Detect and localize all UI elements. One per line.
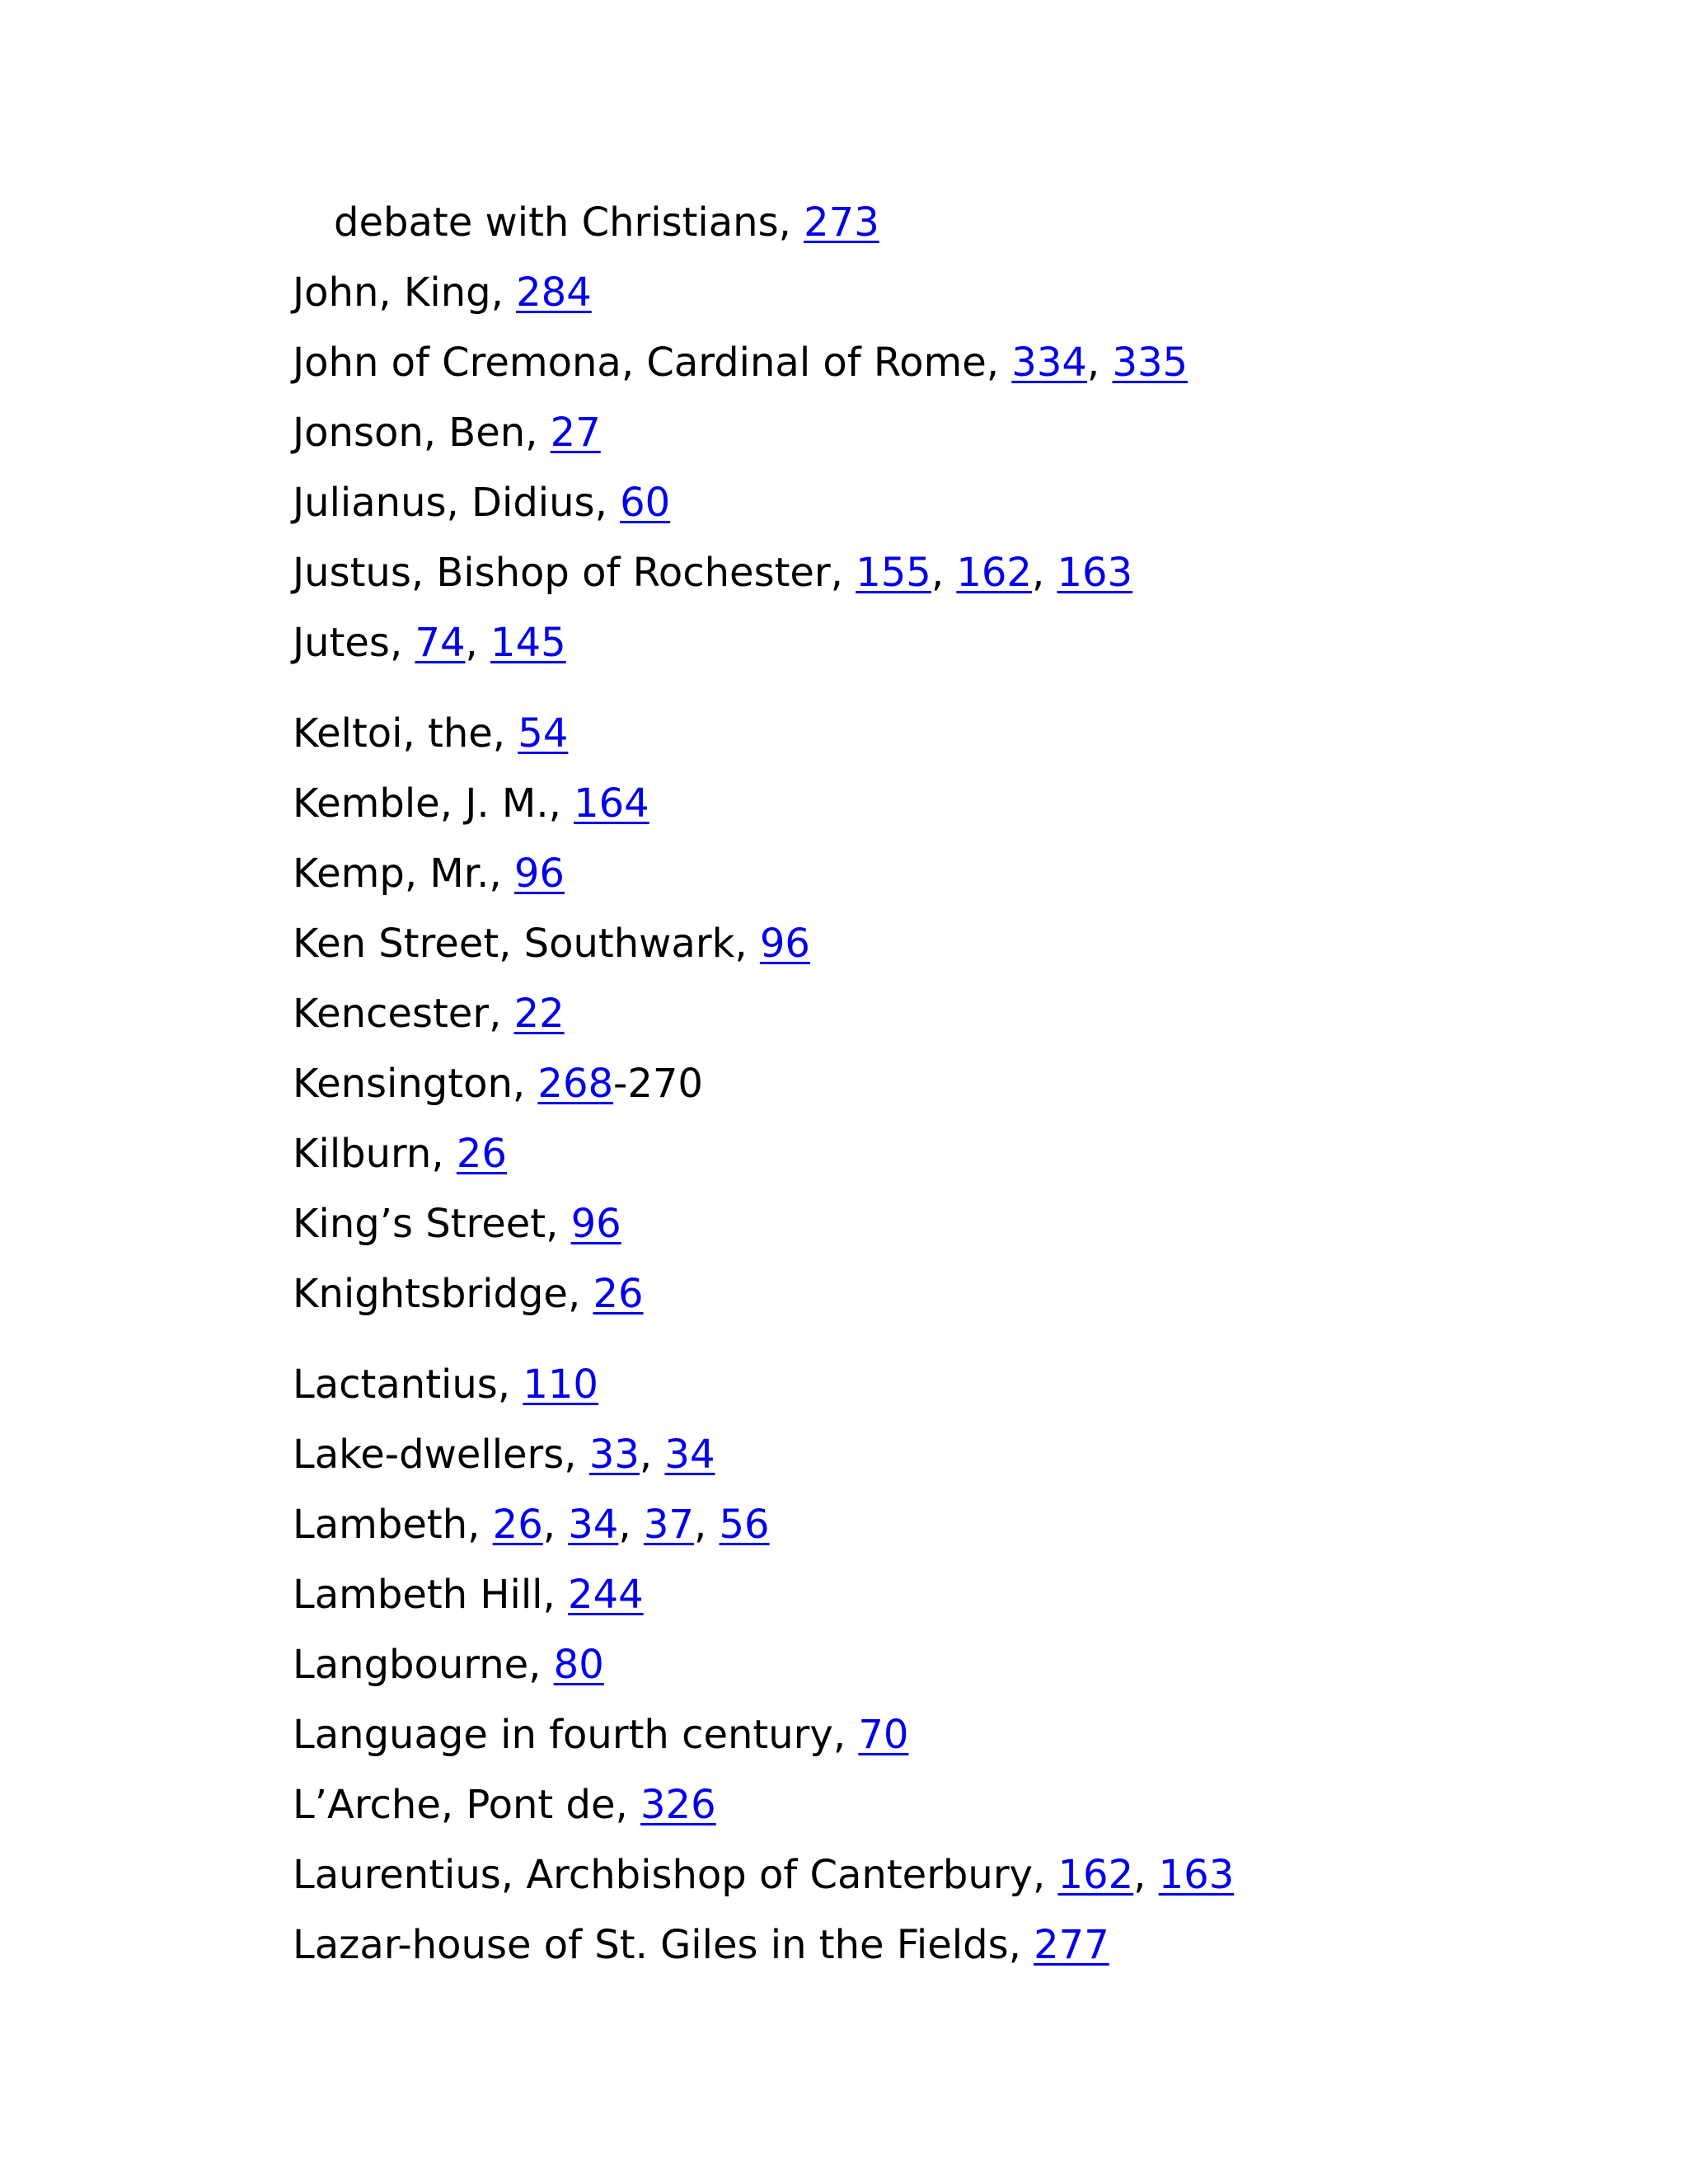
page-link[interactable]: 74 [415, 620, 466, 666]
page-link[interactable]: 162 [956, 550, 1032, 596]
index-entry: Lambeth, 26, 34, 37, 56 [293, 1502, 770, 1548]
page-link[interactable]: 22 [513, 991, 565, 1037]
index-term: Lazar-house of St. Giles in the Fields [293, 1922, 1009, 1968]
index-entry: L’Arche, Pont de, 326 [293, 1782, 716, 1828]
page-link[interactable]: 34 [568, 1502, 619, 1548]
index-entry: Keltoi, the, 54 [293, 710, 569, 757]
index-term: John of Cremona, Cardinal of Rome [293, 340, 987, 386]
index-term: Lambeth [293, 1502, 468, 1548]
index-entry: Kemp, Mr., 96 [293, 851, 565, 897]
index-term: Jutes [293, 620, 390, 666]
index-term: Knightsbridge [293, 1271, 568, 1317]
index-entry: Justus, Bishop of Rochester, 155, 162, 163 [293, 550, 1133, 596]
page-link[interactable]: 54 [518, 710, 569, 757]
page-link[interactable]: 155 [856, 550, 931, 596]
page-link[interactable]: 163 [1158, 1852, 1235, 1898]
page-link[interactable]: 277 [1034, 1922, 1109, 1968]
page-link[interactable]: 162 [1057, 1852, 1134, 1898]
page-link[interactable]: 163 [1057, 550, 1133, 596]
page-link[interactable]: 96 [570, 1201, 621, 1247]
index-entry: Laurentius, Archbishop of Canterbury, 162, 163 [293, 1852, 1235, 1898]
index-entry: Lambeth Hill, 244 [293, 1572, 644, 1618]
index-term: Ken Street, Southwark [293, 921, 735, 967]
index-term: Language in fourth century [293, 1712, 833, 1758]
index-entry: Jutes, 74, 145 [293, 620, 566, 666]
page-link[interactable]: 80 [553, 1642, 604, 1688]
index-term: Julianus, Didius [293, 480, 595, 526]
page-link[interactable]: 96 [513, 851, 565, 897]
page-link[interactable]: 26 [456, 1131, 507, 1177]
index-entry: Kilburn, 26 [293, 1131, 507, 1177]
index-term: L’Arche, Pont de [293, 1782, 616, 1828]
page-link[interactable]: 60 [620, 480, 671, 526]
page-link[interactable]: 244 [568, 1572, 644, 1618]
page-range-end: -270 [613, 1061, 703, 1107]
page-link[interactable]: 335 [1112, 340, 1189, 386]
page-link[interactable]: 273 [804, 199, 879, 246]
page-link[interactable]: 26 [593, 1271, 644, 1317]
page-link[interactable]: 145 [490, 620, 566, 666]
index-term: Keltoi, the [293, 710, 493, 757]
index-term: Lake-dwellers [293, 1432, 565, 1478]
page-link[interactable]: 37 [643, 1502, 694, 1548]
page-link[interactable]: 33 [588, 1432, 640, 1478]
index-term: Langbourne [293, 1642, 529, 1688]
index-term: Justus, Bishop of Rochester [293, 550, 831, 596]
index-list [293, 188, 1611, 1980]
index-entry: Language in fourth century, 70 [293, 1712, 909, 1758]
index-group-k [293, 699, 1611, 1329]
page-link[interactable]: 284 [516, 269, 592, 316]
index-entry: John of Cremona, Cardinal of Rome, 334, 335 [293, 340, 1189, 386]
index-term: Laurentius, Archbishop of Canterbury [293, 1852, 1033, 1898]
page-link[interactable]: 334 [1011, 340, 1087, 386]
index-entry: Kensington, 268-270 [293, 1061, 703, 1107]
index-term: Kemble, J. M. [293, 780, 549, 827]
index-term: debate with Christians [334, 199, 779, 246]
page-link[interactable]: 27 [550, 410, 601, 456]
page-link[interactable]: 110 [523, 1361, 598, 1408]
page-link[interactable]: 34 [664, 1432, 715, 1478]
index-term: Kemp, Mr. [293, 851, 490, 897]
index-entry: Kencester, 22 [293, 991, 565, 1037]
index-entry: John, King, 284 [293, 269, 592, 316]
index-entry: Langbourne, 80 [293, 1642, 604, 1688]
index-entry: Knightsbridge, 26 [293, 1271, 644, 1317]
index-term: Jonson, Ben [293, 410, 526, 456]
page-link[interactable]: 70 [858, 1712, 909, 1758]
index-term: John, King [293, 269, 491, 316]
index-entry: Julianus, Didius, 60 [293, 480, 671, 526]
page-link[interactable]: 96 [759, 921, 810, 967]
index-entry: King’s Street, 96 [293, 1201, 621, 1247]
page-link[interactable]: 26 [492, 1502, 543, 1548]
page-link[interactable]: 326 [640, 1782, 716, 1828]
index-term: Kencester [293, 991, 490, 1037]
index-group-j [293, 188, 1611, 678]
page-link[interactable]: 56 [719, 1502, 770, 1548]
index-entry: Lactantius, 110 [293, 1361, 598, 1408]
index-entry: Ken Street, Southwark, 96 [293, 921, 810, 967]
index-entry: Jonson, Ben, 27 [293, 410, 601, 456]
page-link[interactable]: 164 [574, 780, 649, 827]
index-term: King’s Street [293, 1201, 546, 1247]
index-term: Lambeth Hill [293, 1572, 543, 1618]
index-term: Kensington [293, 1061, 513, 1107]
index-group-l [293, 1350, 1611, 1980]
index-entry: Lake-dwellers, 33, 34 [293, 1432, 715, 1478]
page-link[interactable]: 268 [537, 1061, 614, 1107]
index-entry: Kemble, J. M., 164 [293, 780, 649, 827]
index-term: Lactantius [293, 1361, 498, 1408]
index-subentry: debate with Christians, 273 [334, 199, 879, 246]
index-term: Kilburn [293, 1131, 432, 1177]
index-entry: Lazar-house of St. Giles in the Fields, 277 [293, 1922, 1109, 1968]
